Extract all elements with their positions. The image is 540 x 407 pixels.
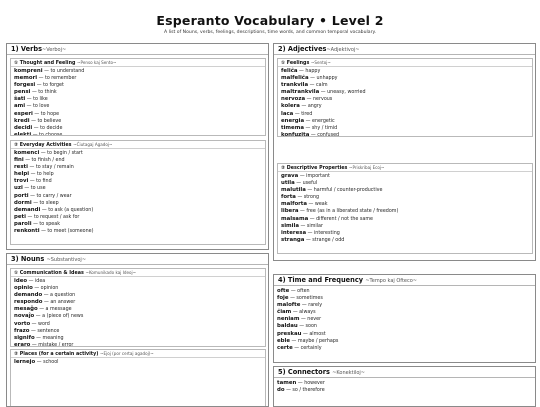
vocab-meaning: happy bbox=[305, 69, 321, 74]
vocab-meaning: tired bbox=[301, 111, 313, 117]
vocab-entry: grava — important bbox=[281, 173, 330, 179]
vocab-meaning: school bbox=[43, 360, 59, 365]
vocab-word: certe bbox=[277, 344, 293, 351]
group-thought-feeling-heading: ① Thought and Feeling ~Penso kaj Sento~ bbox=[11, 59, 265, 67]
section-nouns bbox=[6, 253, 269, 407]
vocab-entry: respondo — an answer bbox=[14, 299, 76, 306]
vocab-entry: trankvila — calm bbox=[281, 82, 328, 89]
vocab-meaning: meaning bbox=[42, 335, 64, 341]
word-list bbox=[278, 67, 532, 137]
vocab-meaning: weak bbox=[314, 202, 328, 208]
vocab-entry: maltrankvila — uneasy, worried bbox=[281, 89, 366, 96]
vocab-word: trankvila bbox=[281, 82, 309, 89]
vocab-entry: foje — sometimes bbox=[277, 295, 323, 302]
vocab-word: malutila bbox=[281, 187, 306, 194]
vocab-meaning: confused bbox=[317, 132, 340, 137]
vocab-meaning: similar bbox=[306, 223, 323, 229]
vocab-word: fini bbox=[14, 157, 24, 164]
vocab-word: foje bbox=[277, 295, 289, 302]
group-places bbox=[10, 349, 266, 407]
vocab-meaning: soon bbox=[305, 324, 317, 330]
vocab-entry: demandi — to ask (a question) bbox=[14, 206, 94, 213]
word-list bbox=[274, 286, 535, 352]
vocab-entry: uzi — to use bbox=[14, 185, 46, 192]
vocab-entry: renkonti — to meet (someone) bbox=[14, 228, 94, 235]
vocab-word: tamen bbox=[277, 380, 297, 386]
vocab-meaning: to think bbox=[38, 90, 57, 96]
vocab-meaning: to meet (someone) bbox=[47, 229, 94, 235]
vocab-entry: libera — free (as in a liberated state / freedom) bbox=[281, 208, 399, 215]
section-adjectives-heading: 2) Adjectives~Adjektivoj~ bbox=[274, 44, 535, 55]
vocab-meaning: to believe bbox=[37, 118, 62, 124]
vocab-word: baldau bbox=[277, 323, 298, 330]
vocab-word: komenci bbox=[14, 150, 40, 156]
vocab-word: malfeliĉa bbox=[281, 75, 309, 82]
vocab-entry: esperi — to hope bbox=[14, 110, 60, 117]
vocab-word: ami bbox=[14, 103, 26, 110]
vocab-meaning: always bbox=[299, 310, 316, 316]
section-connectors bbox=[273, 366, 536, 407]
section-adjectives bbox=[273, 43, 536, 261]
vocab-entry: eble — maybe / perhaps bbox=[277, 337, 339, 344]
vocab-meaning: almost bbox=[309, 331, 326, 337]
vocab-word: feliĉa bbox=[281, 68, 298, 74]
vocab-entry: neniam — never bbox=[277, 316, 322, 323]
vocab-entry: frazo — sentence bbox=[14, 327, 60, 334]
vocab-meaning: strange / odd bbox=[312, 237, 345, 243]
vocab-entry: interesa — interesting bbox=[281, 229, 340, 236]
vocab-word: malsama bbox=[281, 215, 309, 222]
vocab-entry: signifo — meaning bbox=[14, 334, 64, 341]
vocab-meaning: rarely bbox=[308, 303, 323, 309]
word-list bbox=[11, 358, 265, 366]
vocab-word: malforta bbox=[281, 201, 308, 208]
section-time-frequency bbox=[273, 274, 536, 363]
vocab-entry: forta — strong bbox=[281, 194, 320, 201]
vocab-meaning: an answer bbox=[50, 300, 76, 306]
vocab-meaning: to love bbox=[32, 104, 50, 110]
vocab-word: eraro bbox=[14, 341, 31, 347]
vocab-entry: utila — useful bbox=[281, 180, 318, 187]
group-places-heading: ② Places (for a certain activity) ~Ejoj (por certaj agadoj)~ bbox=[11, 350, 265, 358]
vocab-word: kolera bbox=[281, 103, 300, 110]
word-list bbox=[278, 172, 532, 244]
vocab-entry: baldau — soon bbox=[277, 323, 317, 330]
vocab-word: esperi bbox=[14, 110, 33, 117]
vocab-word: neniam bbox=[277, 316, 300, 323]
vocab-word: resti bbox=[14, 164, 28, 171]
vocab-entry: mesaĝo — a message bbox=[14, 306, 72, 313]
section-verbs bbox=[6, 43, 269, 250]
vocab-meaning: to understand bbox=[50, 69, 85, 74]
vocab-word: decidi bbox=[14, 124, 33, 131]
vocab-entry: ofte — often bbox=[277, 288, 310, 294]
vocab-meaning: strong bbox=[303, 195, 320, 201]
vocab-word: opinio bbox=[14, 285, 33, 292]
vocab-meaning: different / not the same bbox=[316, 216, 373, 222]
vocab-word: lernejo bbox=[14, 359, 36, 365]
vocab-word: trovi bbox=[14, 178, 29, 185]
vocab-entry: porti — to carry / wear bbox=[14, 192, 72, 199]
vocab-entry: ĉiam — always bbox=[277, 309, 316, 316]
vocab-entry: simila — similar bbox=[281, 222, 323, 229]
vocab-entry: malofte — rarely bbox=[277, 302, 323, 309]
vocab-entry: dormi — to sleep bbox=[14, 199, 59, 206]
vocab-word: libera bbox=[281, 208, 299, 215]
word-list bbox=[11, 277, 265, 347]
vocab-entry: lernejo — school bbox=[14, 359, 59, 365]
vocab-entry: paroli — to speak bbox=[14, 220, 60, 227]
vocab-word: laca bbox=[281, 110, 294, 117]
vocab-word: frazo bbox=[14, 327, 30, 334]
vocab-word: kompreni bbox=[14, 68, 43, 74]
vocab-entry: demando — a question bbox=[14, 292, 76, 299]
vocab-word: kredi bbox=[14, 117, 30, 124]
vocab-meaning: free (as in a liberated state / freedom) bbox=[306, 209, 399, 215]
vocab-word: signifo bbox=[14, 334, 35, 341]
section-verbs-heading: 1) Verbs~Verboj~ bbox=[7, 44, 268, 55]
vocab-meaning: useful bbox=[302, 181, 318, 187]
vocab-word: vorto bbox=[14, 320, 31, 327]
vocab-meaning: opinion bbox=[40, 286, 59, 292]
vocab-word: eble bbox=[277, 337, 291, 344]
word-list bbox=[11, 149, 265, 235]
vocab-word: demando bbox=[14, 292, 43, 299]
vocab-entry: vorto — word bbox=[14, 320, 50, 327]
vocab-meaning: to decide bbox=[40, 125, 63, 131]
vocab-entry: peti — to request / ask for bbox=[14, 213, 80, 220]
vocab-meaning: to sleep bbox=[39, 200, 59, 206]
vocab-meaning: sentence bbox=[37, 328, 60, 334]
vocab-entry: nervoza — nervous bbox=[281, 96, 333, 103]
vocab-word: helpi bbox=[14, 171, 30, 178]
vocab-word: uzi bbox=[14, 185, 23, 192]
vocab-entry: helpi — to help bbox=[14, 171, 54, 178]
vocab-entry: komenci — to begin / start bbox=[14, 150, 83, 156]
word-list bbox=[274, 378, 535, 394]
vocab-entry: tamen — however bbox=[277, 380, 325, 386]
vocab-word: timema bbox=[281, 124, 304, 131]
vocab-meaning: calm bbox=[316, 83, 328, 89]
vocab-word: energia bbox=[281, 117, 305, 124]
vocab-entry: elekti — to choose bbox=[14, 131, 63, 136]
vocab-entry: kompreni — to understand bbox=[14, 68, 85, 74]
vocab-entry: memori — to remember bbox=[14, 75, 77, 82]
group-feelings-heading: ① Feelings ~Sentoj~ bbox=[278, 59, 532, 67]
vocab-meaning: to like bbox=[33, 97, 48, 103]
vocab-meaning: so / therefore bbox=[292, 388, 325, 394]
vocab-meaning: a question bbox=[50, 293, 76, 299]
vocab-word: nervoza bbox=[281, 96, 306, 103]
vocab-entry: pensi — to think bbox=[14, 89, 57, 96]
vocab-word: demandi bbox=[14, 206, 41, 213]
group-thought-feeling bbox=[10, 58, 266, 136]
vocab-entry: malforta — weak bbox=[281, 201, 328, 208]
section-nouns-heading: 3) Nouns ~Substantivoj~ bbox=[7, 254, 268, 265]
vocab-word: ĉiam bbox=[277, 309, 292, 316]
vocab-meaning: to stay / remain bbox=[35, 165, 74, 171]
group-everyday-activities-heading: ② Everyday Activities ~Ĉiutagaj Agadoj~ bbox=[11, 141, 265, 149]
vocab-entry: malsama — different / not the same bbox=[281, 215, 373, 222]
vocab-meaning: to begin / start bbox=[47, 151, 83, 156]
vocab-meaning: energetic bbox=[312, 118, 335, 124]
vocab-entry: opinio — opinion bbox=[14, 285, 59, 292]
vocab-entry: fini — to finish / end bbox=[14, 157, 65, 164]
vocab-word: dormi bbox=[14, 199, 32, 206]
vocab-word: ofte bbox=[277, 288, 290, 294]
vocab-entry: preskau — almost bbox=[277, 330, 326, 337]
vocab-meaning: shy / timid bbox=[311, 125, 338, 131]
group-communication-ideas bbox=[10, 268, 266, 347]
vocab-word: simila bbox=[281, 222, 300, 229]
vocab-meaning: angry bbox=[307, 104, 322, 110]
vocab-word: pensi bbox=[14, 89, 31, 96]
page-title: Esperanto Vocabulary • Level 2 bbox=[156, 13, 384, 28]
vocab-word: paroli bbox=[14, 220, 32, 227]
group-descriptive-properties bbox=[277, 163, 533, 254]
vocab-entry: certe — certainly bbox=[277, 344, 322, 351]
vocab-word: memori bbox=[14, 75, 38, 82]
vocab-entry: stranga — strange / odd bbox=[281, 236, 345, 243]
vocab-word: forta bbox=[281, 194, 296, 201]
vocab-word: renkonti bbox=[14, 228, 40, 235]
vocab-word: forgesi bbox=[14, 82, 36, 89]
vocab-entry: ŝati — to like bbox=[14, 96, 48, 103]
vocab-entry: malfeliĉa — unhappy bbox=[281, 75, 338, 82]
vocab-entry: do — so / therefore bbox=[277, 387, 325, 394]
vocab-word: interesa bbox=[281, 229, 307, 236]
vocab-word: maltrankvila bbox=[281, 89, 320, 96]
vocab-word: elekti bbox=[14, 131, 32, 136]
vocab-meaning: a message bbox=[45, 307, 72, 313]
vocab-meaning: to find bbox=[36, 179, 52, 185]
vocab-meaning: certainly bbox=[300, 345, 322, 351]
vocab-entry: kolera — angry bbox=[281, 103, 322, 110]
vocab-meaning: important bbox=[306, 174, 330, 179]
vocab-meaning: never bbox=[307, 317, 322, 323]
vocab-entry: laca — tired bbox=[281, 110, 313, 117]
vocab-meaning: a (piece of) news bbox=[42, 314, 84, 320]
vocab-entry: ami — to love bbox=[14, 103, 50, 110]
vocab-entry: forgesi — to forget bbox=[14, 82, 64, 89]
vocab-meaning: interesting bbox=[313, 230, 340, 236]
vocab-meaning: to request / ask for bbox=[33, 214, 80, 220]
vocab-meaning: word bbox=[38, 321, 50, 327]
vocab-meaning: harmful / counter-productive bbox=[313, 188, 383, 194]
vocab-entry: malutila — harmful / counter-productive bbox=[281, 187, 383, 194]
vocab-entry: eraro — mistake / error bbox=[14, 341, 74, 347]
vocab-entry: timema — shy / timid bbox=[281, 124, 338, 131]
vocab-meaning: to choose bbox=[39, 132, 63, 136]
vocab-entry: konfuzita — confused bbox=[281, 131, 340, 137]
vocab-entry: trovi — to find bbox=[14, 178, 52, 185]
vocab-meaning: however bbox=[304, 381, 325, 386]
vocab-meaning: to speak bbox=[39, 221, 60, 227]
vocab-meaning: mistake / error bbox=[38, 342, 74, 347]
vocab-meaning: to remember bbox=[44, 76, 77, 82]
vocab-meaning: idea bbox=[34, 279, 46, 284]
group-communication-ideas-heading: ① Communication & Ideas ~Komunikado kaj Ideoj~ bbox=[11, 269, 265, 277]
section-time-frequency-heading: 4) Time and Frequency ~Tempo kaj Ofteco~ bbox=[274, 275, 535, 286]
vocab-meaning: to use bbox=[30, 186, 46, 192]
vocab-meaning: maybe / perhaps bbox=[297, 338, 339, 344]
vocab-entry: novaĵo — a (piece of) news bbox=[14, 313, 84, 320]
vocab-word: porti bbox=[14, 192, 29, 199]
vocab-entry: energia — energetic bbox=[281, 117, 335, 124]
vocab-meaning: to ask (a question) bbox=[48, 207, 94, 213]
page-subtitle: A list of Nouns, verbs, feelings, descriptions, time words, and common temporal vocabulary. bbox=[163, 30, 377, 35]
vocab-word: stranga bbox=[281, 236, 305, 243]
vocab-entry: kredi — to believe bbox=[14, 117, 62, 124]
section-connectors-heading: 5) Connectors ~Konektiloj~ bbox=[274, 367, 535, 378]
vocab-word: preskau bbox=[277, 330, 302, 337]
vocab-word: utila bbox=[281, 180, 295, 187]
vocab-entry: feliĉa — happy bbox=[281, 68, 321, 74]
vocab-meaning: to finish / end bbox=[31, 158, 65, 164]
vocab-word: konfuzita bbox=[281, 131, 310, 137]
word-list bbox=[11, 67, 265, 136]
vocab-entry: decidi — to decide bbox=[14, 124, 63, 131]
vocab-word: malofte bbox=[277, 302, 301, 309]
vocab-word: do bbox=[277, 387, 285, 394]
vocab-meaning: to help bbox=[36, 172, 54, 178]
vocab-word: ideo bbox=[14, 278, 28, 284]
vocab-entry: ideo — idea bbox=[14, 278, 46, 284]
group-descriptive-properties-heading: ② Descriptive Properties ~Priskribaj Ecoj~ bbox=[278, 164, 532, 172]
vocab-meaning: unhappy bbox=[316, 76, 338, 82]
vocab-word: grava bbox=[281, 173, 299, 179]
vocab-word: ŝati bbox=[14, 96, 26, 103]
vocab-meaning: uneasy, worried bbox=[327, 90, 366, 96]
group-feelings bbox=[277, 58, 533, 137]
group-everyday-activities bbox=[10, 140, 266, 245]
vocab-meaning: often bbox=[297, 289, 310, 294]
vocab-word: novaĵo bbox=[14, 313, 35, 320]
vocab-meaning: to hope bbox=[40, 111, 60, 117]
vocab-entry: resti — to stay / remain bbox=[14, 164, 74, 171]
vocab-word: peti bbox=[14, 213, 26, 220]
vocab-meaning: to forget bbox=[43, 83, 64, 89]
vocab-meaning: to carry / wear bbox=[36, 193, 72, 199]
vocab-meaning: sometimes bbox=[296, 296, 323, 302]
vocab-word: mesaĝo bbox=[14, 306, 38, 313]
vocab-word: respondo bbox=[14, 299, 43, 306]
vocab-meaning: nervous bbox=[313, 97, 333, 103]
